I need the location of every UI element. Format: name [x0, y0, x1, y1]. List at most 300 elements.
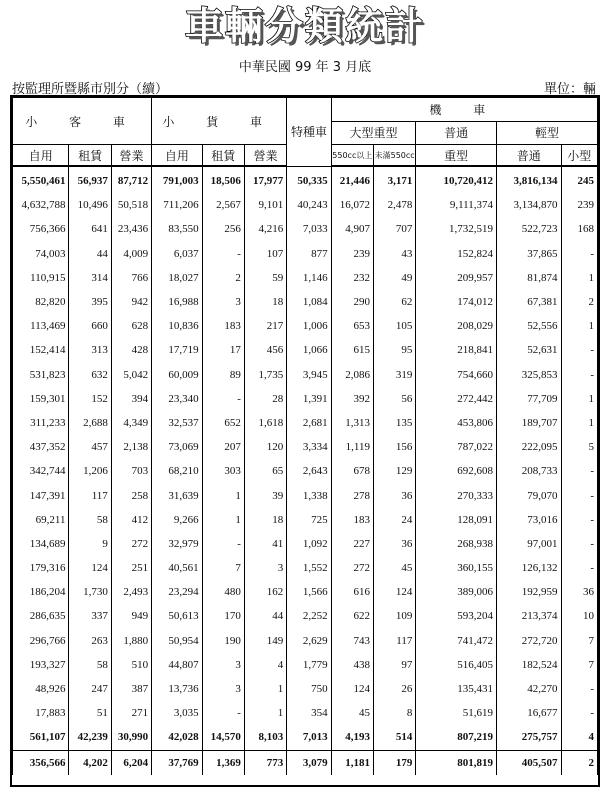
table-cell: 135,431 — [416, 677, 497, 701]
table-cell: 58 — [69, 653, 111, 677]
table-cell: 256 — [202, 217, 244, 241]
table-cell: 278 — [331, 483, 373, 507]
table-cell: 787,022 — [416, 435, 497, 459]
table-cell: 245 — [561, 166, 597, 193]
table-cell: 5,550,461 — [13, 166, 69, 193]
table-cell: 3 — [244, 556, 286, 580]
table-cell: 10,496 — [69, 193, 111, 217]
table-cell: 1 — [561, 387, 597, 411]
table-cell: 456 — [244, 338, 286, 362]
table-cell: 296,766 — [13, 629, 69, 653]
page-subtitle: 中華民國 99 年 3 月底 — [238, 60, 372, 75]
header-special-vehicle: 特種車 — [287, 98, 331, 167]
table-cell: 179,316 — [13, 556, 69, 580]
table-cell: 18 — [244, 290, 286, 314]
table-cell: 217 — [244, 314, 286, 338]
table-cell: 69,211 — [13, 508, 69, 532]
table-cell: 182,524 — [497, 653, 562, 677]
table-cell: 743 — [331, 629, 373, 653]
table-cell: 239 — [561, 193, 597, 217]
table-cell: 40,243 — [287, 193, 331, 217]
table-cell: 40,561 — [152, 556, 202, 580]
header-normal-heavy-type: 重型 — [416, 145, 497, 167]
table-cell: 117 — [374, 629, 416, 653]
table-cell: 159,301 — [13, 387, 69, 411]
table-cell: 24 — [374, 508, 416, 532]
table-cell: 18,027 — [152, 266, 202, 290]
table-cell: 7 — [561, 629, 597, 653]
table-cell: 5 — [561, 435, 597, 459]
table-cell: 59 — [244, 266, 286, 290]
table-cell: 286,635 — [13, 604, 69, 628]
table-cell: - — [561, 532, 597, 556]
table-cell: 4 — [244, 653, 286, 677]
table-cell: 2,493 — [111, 580, 151, 604]
table-cell: 628 — [111, 314, 151, 338]
table-cell: 1,338 — [287, 483, 331, 507]
table-cell: 741,472 — [416, 629, 497, 653]
table-cell: 2 — [202, 266, 244, 290]
table-cell: 1 — [561, 411, 597, 435]
table-cell: 522,723 — [497, 217, 562, 241]
table-cell: 190 — [202, 629, 244, 653]
table-cell: 149 — [244, 629, 286, 653]
table-cell: 9,101 — [244, 193, 286, 217]
table-cell: 152,414 — [13, 338, 69, 362]
table-cell: - — [202, 242, 244, 266]
table-cell: - — [561, 701, 597, 725]
table-cell: 4,009 — [111, 242, 151, 266]
table-cell: 174,012 — [416, 290, 497, 314]
table-cell: 5,042 — [111, 363, 151, 387]
table-cell: 45 — [331, 701, 373, 725]
table-cell: 23,340 — [152, 387, 202, 411]
table-cell: 1,779 — [287, 653, 331, 677]
table-cell: 44 — [69, 242, 111, 266]
table-cell: 51 — [69, 701, 111, 725]
table-cell: 949 — [111, 604, 151, 628]
table-row — [13, 166, 598, 193]
table-row — [13, 508, 598, 532]
table-cell: 303 — [202, 459, 244, 483]
table-cell: 1,391 — [287, 387, 331, 411]
table-row — [13, 363, 598, 387]
table-cell: 1,732,519 — [416, 217, 497, 241]
table-cell: 7,013 — [287, 725, 331, 750]
table-cell: 89 — [202, 363, 244, 387]
table-cell: - — [202, 387, 244, 411]
table-cell: - — [202, 532, 244, 556]
header-heavy-motorcycle: 大型重型 — [331, 121, 416, 145]
table-cell: 8 — [374, 701, 416, 725]
table-cell: 36 — [561, 580, 597, 604]
table-cell: 6,204 — [111, 750, 151, 775]
table-cell: 31,639 — [152, 483, 202, 507]
table-cell: 313 — [69, 338, 111, 362]
table-cell: 65 — [244, 459, 286, 483]
table-cell: 32,979 — [152, 532, 202, 556]
table-cell: 107 — [244, 242, 286, 266]
table-cell: 126,132 — [497, 556, 562, 580]
table-cell: 58 — [69, 508, 111, 532]
table-cell: 32,537 — [152, 411, 202, 435]
table-cell: 272,442 — [416, 387, 497, 411]
table-cell: 192,959 — [497, 580, 562, 604]
table-cell: 23,294 — [152, 580, 202, 604]
table-cell: 3,035 — [152, 701, 202, 725]
table-cell: 232 — [331, 266, 373, 290]
statistics-table — [12, 97, 598, 775]
table-cell: 514 — [374, 725, 416, 750]
table-cell: 453,806 — [416, 411, 497, 435]
table-cell: 13,736 — [152, 677, 202, 701]
table-cell: 42,239 — [69, 725, 111, 750]
table-cell: 39 — [244, 483, 286, 507]
table-cell: 152,824 — [416, 242, 497, 266]
table-cell: 3,816,134 — [497, 166, 562, 193]
header-small-truck-commercial: 營業 — [244, 145, 286, 167]
table-row — [13, 338, 598, 362]
table-cell: 3,334 — [287, 435, 331, 459]
table-cell: 183 — [331, 508, 373, 532]
table-cell: 124 — [374, 580, 416, 604]
header-small-car-private: 自用 — [13, 145, 69, 167]
table-cell: 52,631 — [497, 338, 562, 362]
table-row — [13, 459, 598, 483]
table-cell: 510 — [111, 653, 151, 677]
table-cell: 1,735 — [244, 363, 286, 387]
table-cell: 801,819 — [416, 750, 497, 775]
table-cell: 756,366 — [13, 217, 69, 241]
table-cell: 325,853 — [497, 363, 562, 387]
table-cell: 354 — [287, 701, 331, 725]
table-cell: 711,206 — [152, 193, 202, 217]
table-cell: 105 — [374, 314, 416, 338]
table-cell: - — [561, 508, 597, 532]
table-cell: 10,720,412 — [416, 166, 497, 193]
table-cell: 290 — [331, 290, 373, 314]
table-cell: 239 — [331, 242, 373, 266]
table-cell: 68,210 — [152, 459, 202, 483]
table-cell: 2,478 — [374, 193, 416, 217]
table-cell: 16,988 — [152, 290, 202, 314]
table-cell: 1,566 — [287, 580, 331, 604]
table-cell: 3,134,870 — [497, 193, 562, 217]
table-cell: 263 — [69, 629, 111, 653]
table-cell: 4,907 — [331, 217, 373, 241]
header-small-car-commercial: 營業 — [111, 145, 151, 167]
table-cell: 44 — [244, 604, 286, 628]
table-cell: 208,733 — [497, 459, 562, 483]
header-small-car-rental: 租賃 — [69, 145, 111, 167]
table-cell: 74,003 — [13, 242, 69, 266]
table-cell: - — [561, 556, 597, 580]
table-cell: 50,613 — [152, 604, 202, 628]
table-cell: 41 — [244, 532, 286, 556]
table-cell: 641 — [69, 217, 111, 241]
header-light-normal: 普通 — [497, 145, 562, 167]
table-cell: 147,391 — [13, 483, 69, 507]
table-cell: 678 — [331, 459, 373, 483]
table-cell: 692,608 — [416, 459, 497, 483]
table-cell: 2,567 — [202, 193, 244, 217]
table-cell: 60,009 — [152, 363, 202, 387]
table-cell: 134,689 — [13, 532, 69, 556]
table-cell: 4 — [561, 725, 597, 750]
table-cell: 1,006 — [287, 314, 331, 338]
table-cell: 152 — [69, 387, 111, 411]
table-cell: 213,374 — [497, 604, 562, 628]
table-cell: 110,915 — [13, 266, 69, 290]
table-cell: 162 — [244, 580, 286, 604]
table-cell: 272,720 — [497, 629, 562, 653]
table-cell: 17,719 — [152, 338, 202, 362]
table-cell: 1,092 — [287, 532, 331, 556]
table-cell: 17,977 — [244, 166, 286, 193]
table-cell: 2,086 — [331, 363, 373, 387]
table-cell: 807,219 — [416, 725, 497, 750]
table-cell: 26 — [374, 677, 416, 701]
table-cell: 750 — [287, 677, 331, 701]
table-row — [13, 435, 598, 459]
table-row — [13, 193, 598, 217]
table-cell: 2 — [561, 290, 597, 314]
table-cell: 36 — [374, 483, 416, 507]
table-cell: 360,155 — [416, 556, 497, 580]
table-cell: 395 — [69, 290, 111, 314]
table-cell: 791,003 — [152, 166, 202, 193]
table-cell: 56,937 — [69, 166, 111, 193]
table-row — [13, 290, 598, 314]
table-cell: 16,677 — [497, 701, 562, 725]
table-cell: 73,069 — [152, 435, 202, 459]
table-cell: 653 — [331, 314, 373, 338]
table-cell: 83,550 — [152, 217, 202, 241]
table-cell: 109 — [374, 604, 416, 628]
table-cell: 2,138 — [111, 435, 151, 459]
table-cell: 37,865 — [497, 242, 562, 266]
table-cell: 7,033 — [287, 217, 331, 241]
table-cell: 51,619 — [416, 701, 497, 725]
table-cell: 28 — [244, 387, 286, 411]
table-cell: 218,841 — [416, 338, 497, 362]
table-cell: 4,202 — [69, 750, 111, 775]
table-cell: 766 — [111, 266, 151, 290]
table-cell: 73,016 — [497, 508, 562, 532]
table-cell: 208,029 — [416, 314, 497, 338]
header-light-small: 小型 — [561, 145, 597, 167]
table-cell: 1,181 — [331, 750, 373, 775]
table-cell: 95 — [374, 338, 416, 362]
table-cell: 3 — [202, 290, 244, 314]
header-motorcycle: 機 車 — [331, 98, 597, 122]
table-cell: 45 — [374, 556, 416, 580]
table-cell: 412 — [111, 508, 151, 532]
table-row — [13, 677, 598, 701]
table-cell: 7 — [561, 653, 597, 677]
table-cell: 405,507 — [497, 750, 562, 775]
table-cell: 272 — [111, 532, 151, 556]
table-row — [13, 701, 598, 725]
table-cell: 10,836 — [152, 314, 202, 338]
table-cell: 1 — [244, 677, 286, 701]
table-cell: 49 — [374, 266, 416, 290]
table-cell: 67,381 — [497, 290, 562, 314]
table-row — [13, 217, 598, 241]
table-cell: 2,629 — [287, 629, 331, 653]
table-cell: 1,730 — [69, 580, 111, 604]
table-cell: 18 — [244, 508, 286, 532]
table-cell: - — [561, 363, 597, 387]
table-cell: 707 — [374, 217, 416, 241]
table-cell: 437,352 — [13, 435, 69, 459]
header-under-550cc: 未滿550cc — [374, 145, 416, 167]
table-cell: 1,206 — [69, 459, 111, 483]
table-cell: 516,405 — [416, 653, 497, 677]
header-small-car: 小 客 車 — [13, 98, 152, 145]
table-cell: 44,807 — [152, 653, 202, 677]
table-cell: 3,171 — [374, 166, 416, 193]
table-cell: 6,037 — [152, 242, 202, 266]
table-cell: 124 — [331, 677, 373, 701]
table-cell: - — [202, 701, 244, 725]
table-cell: 1,552 — [287, 556, 331, 580]
table-cell: 342,744 — [13, 459, 69, 483]
table-cell: 272 — [331, 556, 373, 580]
table-row — [13, 629, 598, 653]
page-title: 車輛分類統計 — [184, 4, 425, 48]
table-cell: 113,469 — [13, 314, 69, 338]
table-cell: 43 — [374, 242, 416, 266]
table-scope-note: 按監理所暨縣市別分（續） — [12, 82, 169, 97]
table-cell: 207 — [202, 435, 244, 459]
table-cell: 9,111,374 — [416, 193, 497, 217]
header-light-motorcycle: 輕型 — [497, 121, 598, 145]
table-cell: 42,028 — [152, 725, 202, 750]
table-row — [13, 242, 598, 266]
table-cell: 622 — [331, 604, 373, 628]
table-cell: 186,204 — [13, 580, 69, 604]
table-row — [13, 387, 598, 411]
table-cell: 179 — [374, 750, 416, 775]
table-cell: 480 — [202, 580, 244, 604]
table-cell: 1,313 — [331, 411, 373, 435]
table-row — [13, 604, 598, 628]
table-cell: 3,079 — [287, 750, 331, 775]
table-cell: 660 — [69, 314, 111, 338]
table-cell: 392 — [331, 387, 373, 411]
table-cell: 2,681 — [287, 411, 331, 435]
table-cell: 50,335 — [287, 166, 331, 193]
table-cell: 135 — [374, 411, 416, 435]
table-cell: 3,945 — [287, 363, 331, 387]
table-cell: 2 — [561, 750, 597, 775]
header-normal-heavy: 普通 — [416, 121, 497, 145]
table-cell: 268,938 — [416, 532, 497, 556]
table-row — [13, 532, 598, 556]
table-cell: - — [561, 242, 597, 266]
table-row — [13, 580, 598, 604]
table-cell: 1,119 — [331, 435, 373, 459]
table-cell: - — [561, 459, 597, 483]
table-row — [13, 725, 598, 750]
table-cell: 632 — [69, 363, 111, 387]
table-cell: 1 — [244, 701, 286, 725]
table-cell: 1,618 — [244, 411, 286, 435]
table-cell: 1,084 — [287, 290, 331, 314]
header-small-truck: 小 貨 車 — [152, 98, 287, 145]
table-cell: 1,066 — [287, 338, 331, 362]
table-cell: 87,712 — [111, 166, 151, 193]
table-cell: - — [561, 338, 597, 362]
table-cell: 82,820 — [13, 290, 69, 314]
table-cell: 394 — [111, 387, 151, 411]
table-cell: 189,707 — [497, 411, 562, 435]
table-cell: 1,369 — [202, 750, 244, 775]
table-cell: 4,216 — [244, 217, 286, 241]
table-cell: 170 — [202, 604, 244, 628]
table-cell: 1,880 — [111, 629, 151, 653]
table-cell: 30,990 — [111, 725, 151, 750]
table-row — [13, 411, 598, 435]
table-cell: 247 — [69, 677, 111, 701]
table-cell: 1 — [202, 508, 244, 532]
table-row — [13, 750, 598, 775]
table-cell: 14,570 — [202, 725, 244, 750]
table-cell: 387 — [111, 677, 151, 701]
table-cell: 227 — [331, 532, 373, 556]
table-cell: 23,436 — [111, 217, 151, 241]
table-cell: 21,446 — [331, 166, 373, 193]
table-cell: 3 — [202, 677, 244, 701]
table-cell: 2,688 — [69, 411, 111, 435]
table-cell: 457 — [69, 435, 111, 459]
table-cell: 128,091 — [416, 508, 497, 532]
table-cell: 156 — [374, 435, 416, 459]
table-cell: 168 — [561, 217, 597, 241]
table-cell: 129 — [374, 459, 416, 483]
table-cell: 1 — [561, 266, 597, 290]
table-cell: 1,146 — [287, 266, 331, 290]
table-cell: 79,070 — [497, 483, 562, 507]
table-body — [13, 166, 598, 775]
table-cell: 124 — [69, 556, 111, 580]
table-cell: 389,006 — [416, 580, 497, 604]
table-cell: 877 — [287, 242, 331, 266]
table-cell: 17 — [202, 338, 244, 362]
table-cell: - — [561, 677, 597, 701]
header-small-truck-rental: 租賃 — [202, 145, 244, 167]
table-cell: 97,001 — [497, 532, 562, 556]
table-cell: 311,233 — [13, 411, 69, 435]
table-cell: 10 — [561, 604, 597, 628]
table-cell: 56 — [374, 387, 416, 411]
table-cell: 37,769 — [152, 750, 202, 775]
table-cell: 271 — [111, 701, 151, 725]
table-cell: 4,193 — [331, 725, 373, 750]
table-cell: 2,252 — [287, 604, 331, 628]
unit-note: 單位：輛 — [543, 82, 596, 97]
table-cell: 48,926 — [13, 677, 69, 701]
table-row — [13, 314, 598, 338]
table-cell: 4,349 — [111, 411, 151, 435]
table-cell: 222,095 — [497, 435, 562, 459]
table-row — [13, 653, 598, 677]
table-cell: 4,632,788 — [13, 193, 69, 217]
table-cell: 319 — [374, 363, 416, 387]
table-cell: 42,270 — [497, 677, 562, 701]
table-cell: 314 — [69, 266, 111, 290]
